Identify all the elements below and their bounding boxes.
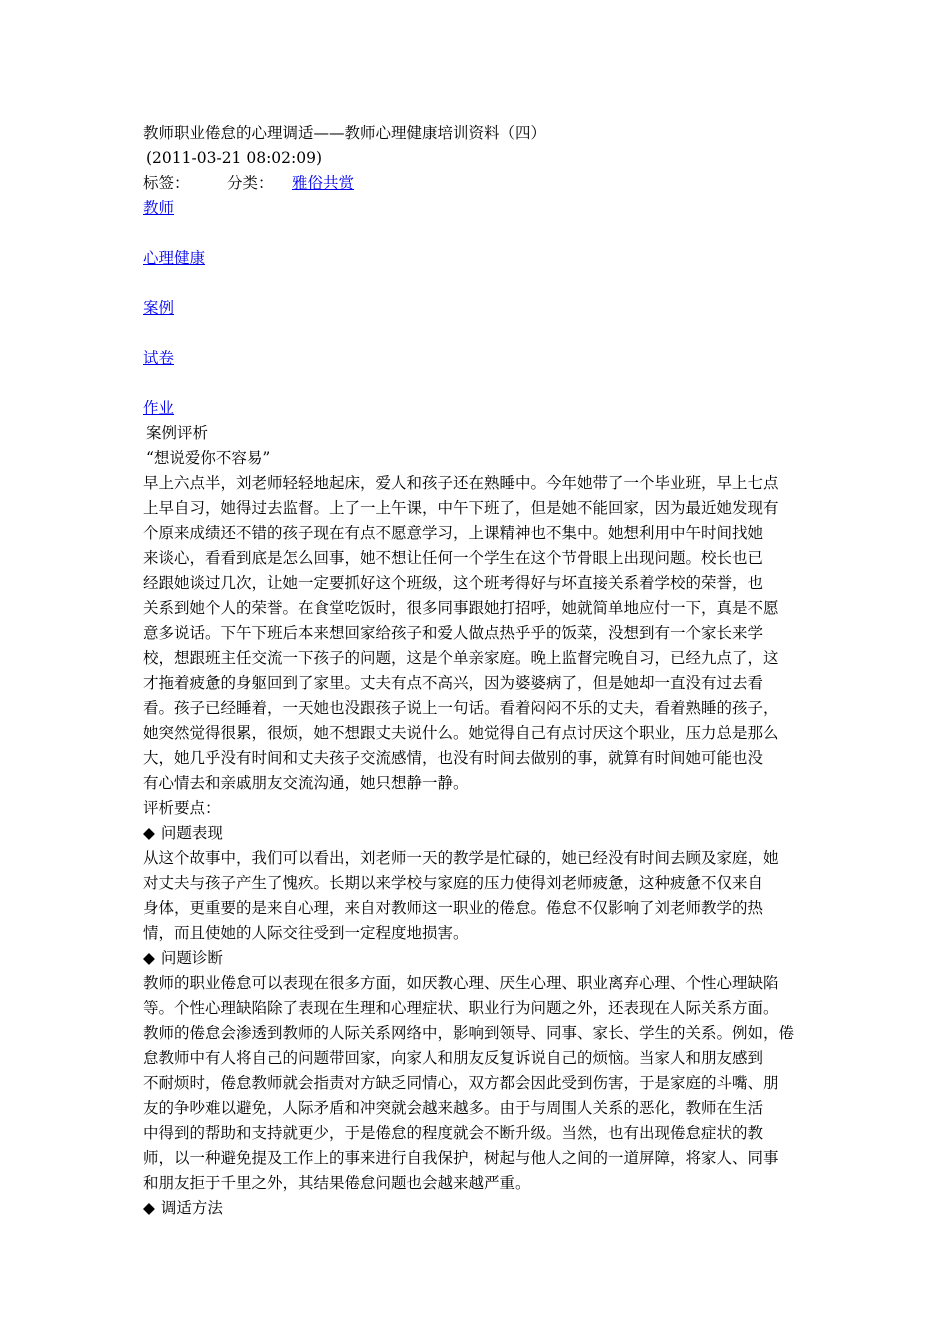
- paragraph-line: 早上六点半，刘老师轻轻地起床，爱人和孩子还在熟睡中。今年她带了一个毕业班，早上七点: [143, 474, 779, 492]
- tag-link-homework[interactable]: 作业: [143, 399, 175, 417]
- paragraph-line: 师，以一种避免提及工作上的事来进行自我保护，树起与他人之间的一道屏障，将家人、同事: [143, 1149, 779, 1167]
- paragraph-line: 情，而且使她的人际交往受到一定程度地损害。: [143, 924, 469, 942]
- tag-link-mental-health[interactable]: 心理健康: [143, 249, 206, 267]
- article-title: 教师职业倦怠的心理调适——教师心理健康培训资料（四）: [143, 124, 547, 142]
- paragraph-line: 看。孩子已经睡着，一天她也没跟孩子说上一句话。看着闷闷不乐的丈夫，看着熟睡的孩子，: [143, 699, 779, 717]
- paragraph-line: 上早自习，她得过去监督。上了一上午课，中午下班了，但是她不能回家，因为最近她发现有: [143, 499, 779, 517]
- paragraph-line: 友的争吵难以避免，人际矛盾和冲突就会越来越多。由于与周围人关系的恶化，教师在生活: [143, 1099, 764, 1117]
- paragraph-line: 中得到的帮助和支持就更少，于是倦怠的程度就会不断升级。当然，也有出现倦怠症状的教: [143, 1124, 764, 1142]
- category-label: 分类：: [227, 174, 274, 192]
- paragraph-line: 意多说话。下午下班后本来想回家给孩子和爱人做点热乎乎的饭菜，没想到有一个家长来学: [143, 624, 764, 642]
- paragraph-line: 和朋友拒于千里之外，其结果倦怠问题也会越来越严重。: [143, 1174, 531, 1192]
- paragraph-line: 从这个故事中，我们可以看出，刘老师一天的教学是忙碌的，她已经没有时间去顾及家庭，她: [143, 849, 779, 867]
- paragraph-line: 身体，更重要的是来自心理，来自对教师这一职业的倦怠。倦怠不仅影响了刘老师教学的热: [143, 899, 764, 917]
- point-heading-methods: ◆ 调适方法: [143, 1196, 811, 1221]
- article-meta: [143, 171, 811, 196]
- paragraph-line: 有心情去和亲戚朋友交流沟通，她只想静一静。: [143, 774, 469, 792]
- tag-link-case[interactable]: 案例: [143, 299, 175, 317]
- story-paragraph: [143, 471, 811, 796]
- paragraph-line: 等。个性心理缺陷除了表现在生理和心理症状、职业行为问题之外，还表现在人际关系方面。: [143, 999, 779, 1017]
- paragraph-line: 怠教师中有人将自己的问题带回家，向家人和朋友反复诉说自己的烦恼。当家人和朋友感到: [143, 1049, 764, 1067]
- paragraph-line: 大，她几乎没有时间和丈夫孩子交流感情，也没有时间去做别的事，就算有时间她可能也没: [143, 749, 764, 767]
- story-title: “想说爱你不容易”: [146, 449, 271, 467]
- paragraph-line: 她突然觉得很累，很烦，她不想跟丈夫说什么。她觉得自己有点讨厌这个职业，压力总是那么: [143, 724, 779, 742]
- paragraph-line: 来谈心，看看到底是怎么回事，她不想让任何一个学生在这个节骨眼上出现问题。校长也已: [143, 549, 764, 567]
- paragraph-line: 经跟她谈过几次，让她一定要抓好这个班级，这个班考得好与坏直接关系着学校的荣誉，也: [143, 574, 764, 592]
- tags-label: 标签：: [143, 174, 190, 192]
- tag-link-exam[interactable]: 试卷: [143, 349, 175, 367]
- section-title: 案例评析: [146, 424, 209, 442]
- paragraph-line: 关系到她个人的荣誉。在食堂吃饭时，很多同事跟她打招呼，她就简单地应付一下，真是不愿: [143, 599, 779, 617]
- paragraph-line: 教师的职业倦怠可以表现在很多方面，如厌教心理、厌生心理、职业离弃心理、个性心理缺陷: [143, 974, 779, 992]
- paragraph-line: 个原来成绩还不错的孩子现在有点不愿意学习，上课精神也不集中。她想利用中午时间找她: [143, 524, 764, 542]
- symptoms-paragraph: [143, 846, 811, 946]
- article: [143, 121, 811, 1221]
- analysis-title: 评析要点：: [143, 799, 221, 817]
- tag-list: [143, 196, 811, 421]
- paragraph-line: 才拖着疲惫的身躯回到了家里。丈夫有点不高兴，因为婆婆病了，但是她却一直没有过去看: [143, 674, 764, 692]
- category-link[interactable]: 雅俗共赏: [292, 174, 355, 192]
- paragraph-line: 对丈夫与孩子产生了愧疚。长期以来学校与家庭的压力使得刘老师疲惫，这种疲惫不仅来自: [143, 874, 764, 892]
- diagnosis-paragraph: [143, 971, 811, 1196]
- paragraph-line: 校，想跟班主任交流一下孩子的问题，这是个单亲家庭。晚上监督完晚自习，已经九点了，这: [143, 649, 779, 667]
- point-heading-symptoms: ◆ 问题表现: [143, 821, 811, 846]
- tag-link-teacher[interactable]: 教师: [143, 199, 175, 217]
- point-heading-diagnosis: ◆ 问题诊断: [143, 946, 811, 971]
- article-datetime: (2011-03-21 08:02:09): [146, 149, 323, 167]
- paragraph-line: 教师的倦怠会渗透到教师的人际关系网络中，影响到领导、同事、家长、学生的关系。例如，倦: [143, 1024, 795, 1042]
- paragraph-line: 不耐烦时，倦怠教师就会指责对方缺乏同情心，双方都会因此受到伤害，于是家庭的斗嘴、朋: [143, 1074, 779, 1092]
